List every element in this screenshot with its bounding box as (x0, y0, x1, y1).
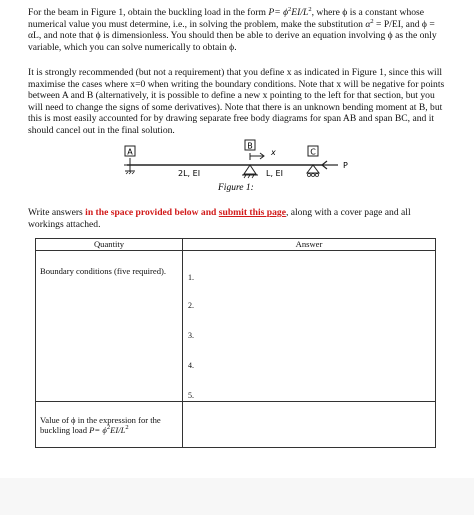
intro-text: , where ϕ is a constant whose numerical value you must determine, i.e., in solving the problem, make the substitution (28, 7, 425, 30)
intro-text: For the beam in Figure 1, obtain the buckling load in the form (28, 7, 269, 18)
instructions (28, 207, 448, 230)
formula: EI/L (291, 7, 309, 18)
x-label: x (271, 148, 276, 157)
label-a: A (127, 147, 133, 157)
sup: 2 (308, 5, 312, 13)
intro-paragraph-1 (28, 7, 448, 53)
load-arrow-icon (322, 161, 338, 169)
phi-value-label (36, 401, 183, 447)
list-item: 3. (188, 330, 194, 340)
figure-caption: Figure 1: (218, 183, 254, 193)
instructions-prefix: Write answers (28, 207, 86, 218)
formula: α (365, 18, 371, 30)
sup: 2 (106, 424, 111, 432)
list-item: 2. (188, 300, 194, 310)
label-b: B (247, 141, 253, 151)
sup: 2 (288, 5, 292, 13)
boundary-conditions-answer-cell[interactable] (183, 250, 436, 401)
support-a-icon (124, 158, 136, 174)
page-bottom-area (0, 478, 474, 515)
formula: P= ϕ (268, 7, 289, 18)
list-item: 1. (188, 272, 194, 282)
span-bc-label: L, EI (266, 169, 283, 178)
header-quantity: Quantity (36, 239, 183, 251)
table-row-phi-value (36, 401, 436, 447)
support-b-icon (242, 165, 258, 178)
instructions-red: in the space provided below and (85, 207, 219, 218)
intro-paragraph-2: It is strongly recommended (but not a requirement) that you define x as indicated in Figure 1, since this will maximise the cases where x=0 when writing the boundary conditions. Note that x will be negative for points between A and B (alternatively, it is possible to define a new x pointing to the left for that section, but you will need to change the signs of some derivatives). Note that there is an unknown bending moment at B, but this is most easily accounted for by drawing separate free body diagrams for span AB and span BC, and it should cancel out in the final solution. (28, 67, 445, 136)
header-answer: Answer (183, 239, 436, 251)
phi-value-answer-cell[interactable] (183, 401, 436, 447)
instructions-red-underlined: submit this page (218, 207, 286, 218)
support-c-icon (307, 165, 319, 177)
phi-label-text: Value of ϕ in the expression for the buckling load (40, 414, 161, 435)
span-ab-label: 2L, EI (178, 169, 201, 178)
table-row-boundary-conditions (36, 250, 436, 401)
beam-figure (0, 138, 474, 200)
intro-text: = P/EI, and ϕ = αL, and note that ϕ is dimensionless. You should then be able to derive an equation involving ϕ as the only variable, which you can solve numerically to obtain ϕ. (28, 18, 437, 53)
answer-table (35, 238, 436, 448)
formula: P= ϕ (89, 425, 107, 435)
label-c: C (310, 147, 316, 157)
sup: 2 (370, 17, 374, 25)
x-axis-arrow-icon (250, 153, 264, 160)
formula: EI/L (110, 425, 126, 435)
boundary-conditions-label: Boundary conditions (five required). (36, 250, 183, 401)
list-item: 5. (188, 390, 194, 400)
table-header-row (36, 239, 436, 251)
instructions-suffix: , along with a cover page and all workings attached. (28, 207, 411, 230)
sup: 2 (125, 424, 129, 432)
list-item: 4. (188, 360, 194, 370)
load-label: P (343, 161, 348, 170)
